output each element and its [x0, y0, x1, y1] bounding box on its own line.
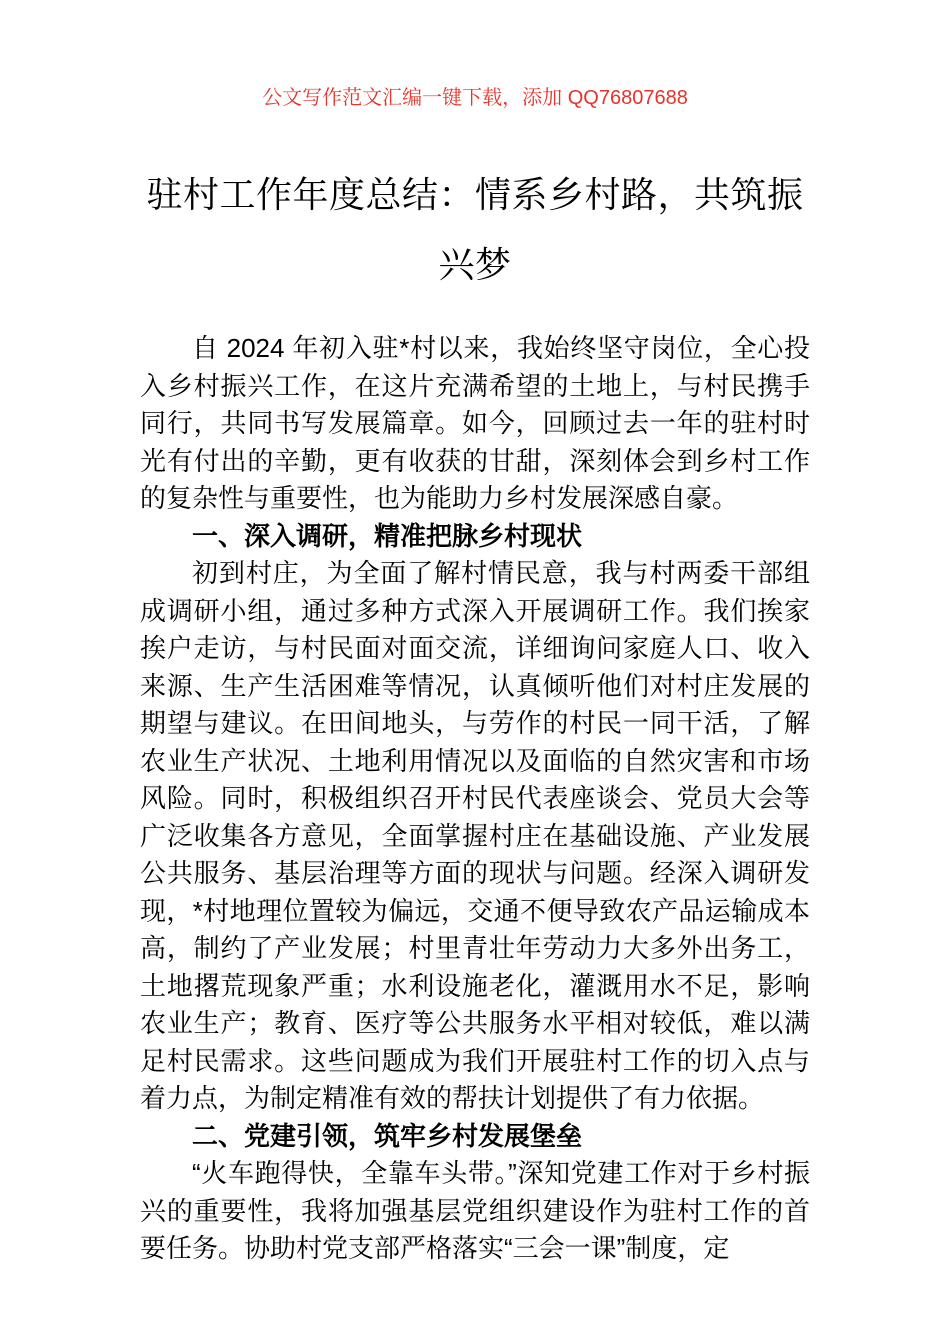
paragraph-intro: 自 2024 年初入驻*村以来，我始终坚守岗位，全心投入乡村振兴工作，在这片充满希望的土地上，与村民携手同行，共同书写发展篇章。如今，回顾过去一年的驻村时光有付出的辛勤，更有收获的甘甜，深刻体会到乡村工作的复杂性与重要性，也为能助力乡村发展深感自豪。	[140, 333, 810, 513]
download-notice: 公文写作范文汇编一键下载，添加 QQ76807688	[262, 87, 688, 109]
document-title: 驻村工作年度总结：情系乡村路，共筑振兴梦	[146, 174, 804, 285]
section-heading-1: 一、深入调研，精准把脉乡村现状	[192, 520, 583, 551]
section-heading-2: 二、党建引领，筑牢乡村发展堡垒	[192, 1120, 583, 1151]
paragraph-research: 初到村庄，为全面了解村情民意，我与村两委干部组成调研小组，通过多种方式深入开展调研工作。我们挨家挨户走访，与村民面对面交流，详细询问家庭人口、收入来源、生产生活困难等情况，认真倾听他们对村庄发展的期望与建议。在田间地头，与劳作的村民一同干活，了解农业生产状况、土地利用情况以及面临的自然灾害和市场风险。同时，积极组织召开村民代表座谈会、党员大会等广泛收集各方意见，全面掌握村庄在基础设施、产业发展公共服务、基层治理等方面的现状与问题。经深入调研发现，*村地理位置较为偏远，交通不便导致农产品运输成本高，制约了产业发展；村里青壮年劳动力大多外出务工，土地撂荒现象严重；水利设施老化，灌溉用水不足，影响农业生产；教育、医疗等公共服务水平相对较低，难以满足村民需求。这些问题成为我们开展驻村工作的切入点与着力点，为制定精准有效的帮扶计划提供了有力依据。	[140, 558, 810, 1113]
paragraph-party-building: “火车跑得快，全靠车头带。”深知党建工作对于乡村振兴的重要性，我将加强基层党组织建设作为驻村工作的首要任务。协助村党支部严格落实“三会一课”制度，定	[140, 1158, 810, 1263]
document-body	[140, 330, 810, 1268]
